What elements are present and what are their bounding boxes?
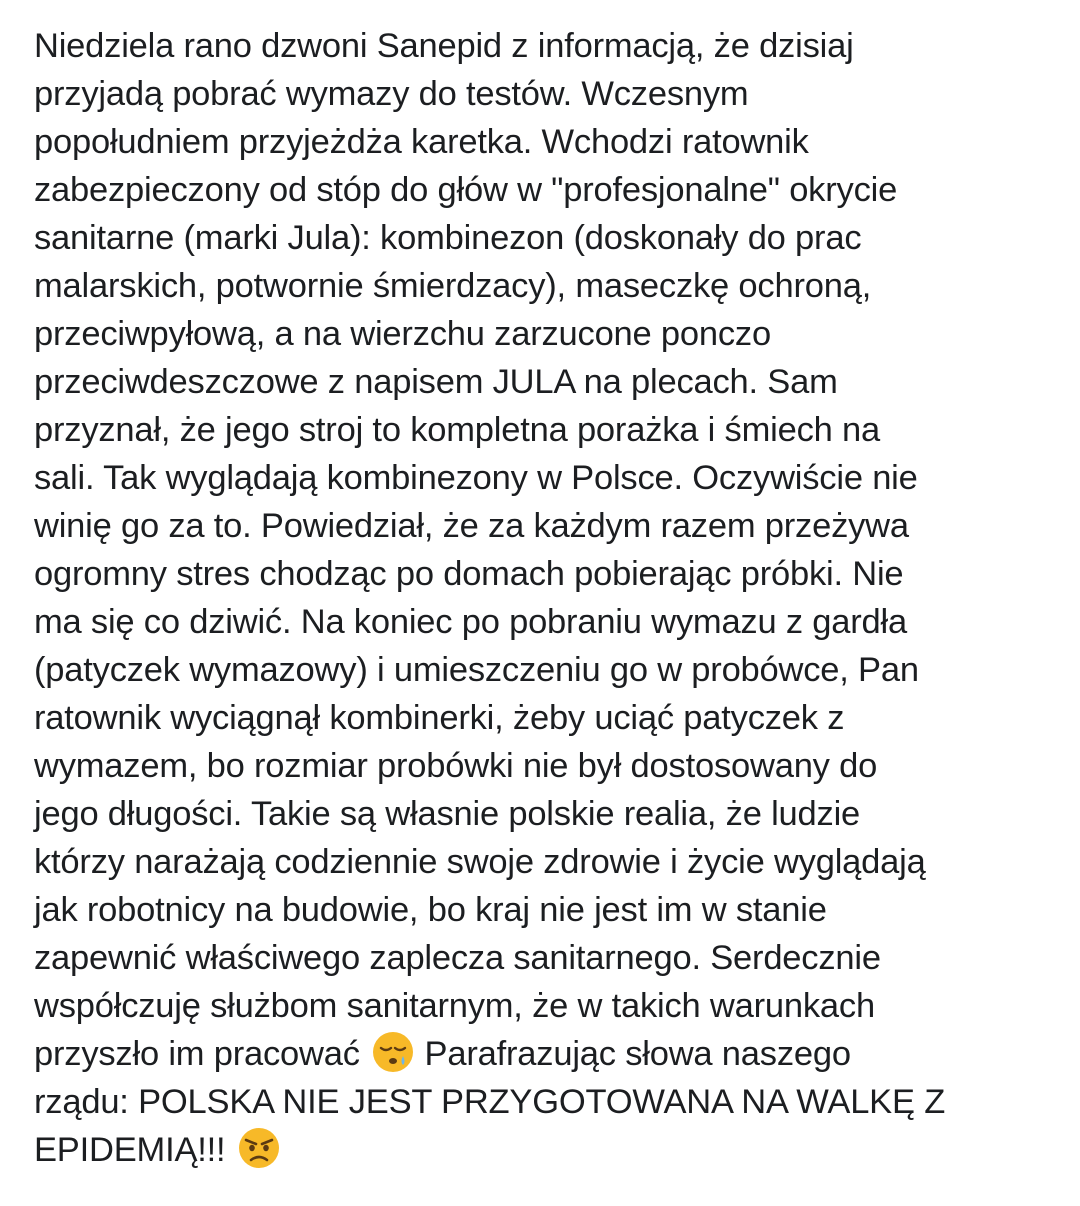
text-line: zapewnić właściwego zaplecza sanitarnego. Serdecznie (34, 939, 881, 977)
text-segment: Parafrazując słowa naszego (415, 1035, 851, 1073)
post-text (34, 22, 1054, 1174)
text-line: przeciwdeszczowe z napisem JULA na plecach. Sam (34, 363, 838, 401)
sleepy-face-icon (371, 1030, 415, 1074)
text-line: popołudniem przyjeżdża karetka. Wchodzi ratownik (34, 123, 809, 161)
text-line: (patyczek wymazowy) i umieszczeniu go w probówce, Pan (34, 651, 919, 689)
text-line: ogromny stres chodząc po domach pobierając próbki. Nie (34, 555, 904, 593)
text-line: przyjadą pobrać wymazy do testów. Wczesnym (34, 75, 749, 113)
text-line: winię go za to. Powiedział, że za każdym razem przeżywa (34, 507, 909, 545)
text-line: przyznał, że jego stroj to kompletna porażka i śmiech na (34, 411, 880, 449)
angry-face-icon (237, 1126, 281, 1170)
text-line: sali. Tak wyglądają kombinezony w Polsce. Oczywiście nie (34, 459, 918, 497)
text-line: Niedziela rano dzwoni Sanepid z informacją, że dzisiaj (34, 27, 854, 65)
text-line-with-emoji (34, 1126, 1054, 1174)
text-line: wymazem, bo rozmiar probówki nie był dostosowany do (34, 747, 878, 785)
text-segment: przyszło im pracować (34, 1035, 360, 1073)
text-line: ma się co dziwić. Na koniec po pobraniu wymazu z gardła (34, 603, 907, 641)
text-line-with-emoji (34, 1030, 1054, 1078)
text-line: jego długości. Takie są własnie polskie realia, że ludzie (34, 795, 861, 833)
text-line: ratownik wyciągnął kombinerki, żeby uciąć patyczek z (34, 699, 845, 737)
text-line: sanitarne (marki Jula): kombinezon (doskonały do prac (34, 219, 862, 257)
text-line: zabezpieczony od stóp do głów w "profesjonalne" okrycie (34, 171, 898, 209)
text-segment: EPIDEMIĄ!!! (34, 1131, 226, 1169)
text-line: malarskich, potwornie śmierdzacy), maseczkę ochroną, (34, 267, 872, 305)
text-line: którzy narażają codziennie swoje zdrowie i życie wyglądają (34, 843, 926, 881)
text-line: rządu: POLSKA NIE JEST PRZYGOTOWANA NA WALKĘ Z (34, 1083, 946, 1121)
text-line: współczuję służbom sanitarnym, że w takich warunkach (34, 987, 875, 1025)
text-line: jak robotnicy na budowie, bo kraj nie jest im w stanie (34, 891, 827, 929)
text-line: przeciwpyłową, a na wierzchu zarzucone ponczo (34, 315, 771, 353)
